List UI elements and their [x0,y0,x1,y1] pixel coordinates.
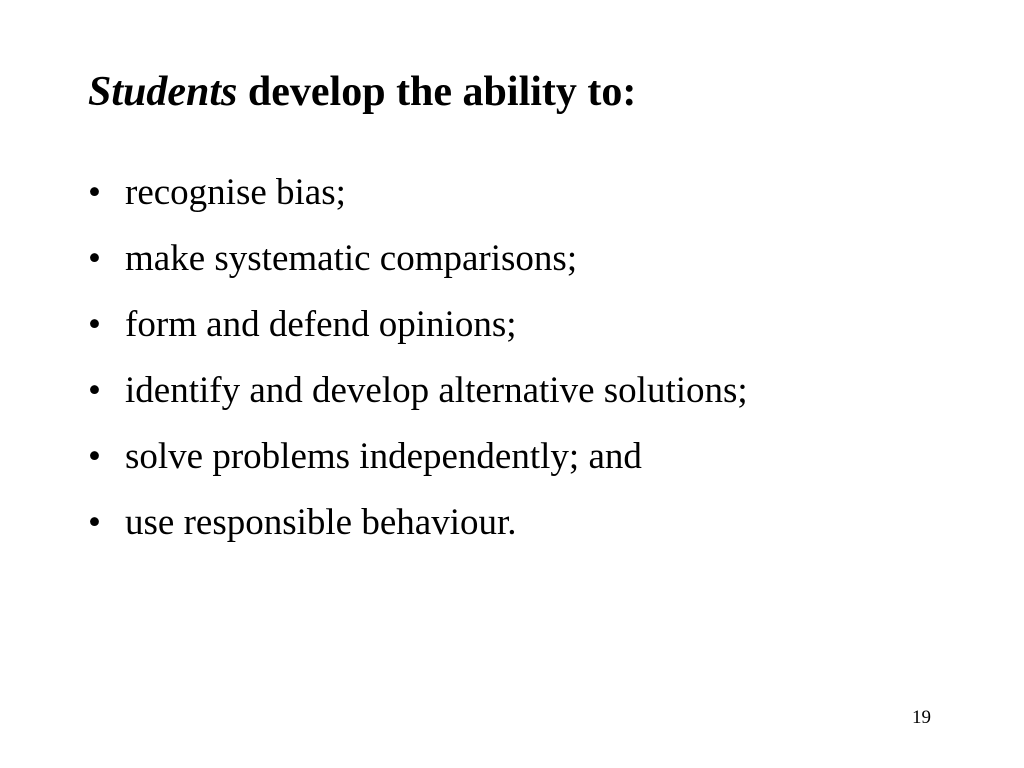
slide-title [88,64,636,120]
slide-title-emphasis: Students [88,69,238,115]
list-item [84,232,748,298]
bullet-icon: • [88,370,101,411]
slide-title-rest: develop the ability to: [237,69,637,115]
bullet-icon: • [88,304,101,345]
list-item [84,496,748,562]
list-item-text: recognise bias; [125,172,346,213]
list-item [84,166,748,232]
list-item [84,430,748,496]
bullet-icon: • [88,502,101,543]
list-item [84,364,748,430]
bullet-icon: • [88,172,101,213]
bullet-icon: • [88,436,101,477]
list-item [84,298,748,364]
page-number: 19 [912,707,931,728]
bullet-list [84,166,748,562]
list-item-text: form and defend opinions; [125,304,517,345]
list-item-text: identify and develop alternative solutions; [125,370,748,411]
list-item-text: use responsible behaviour. [125,502,517,543]
list-item-text: make systematic comparisons; [125,238,578,279]
list-item-text: solve problems independently; and [125,436,642,477]
bullet-icon: • [88,238,101,279]
